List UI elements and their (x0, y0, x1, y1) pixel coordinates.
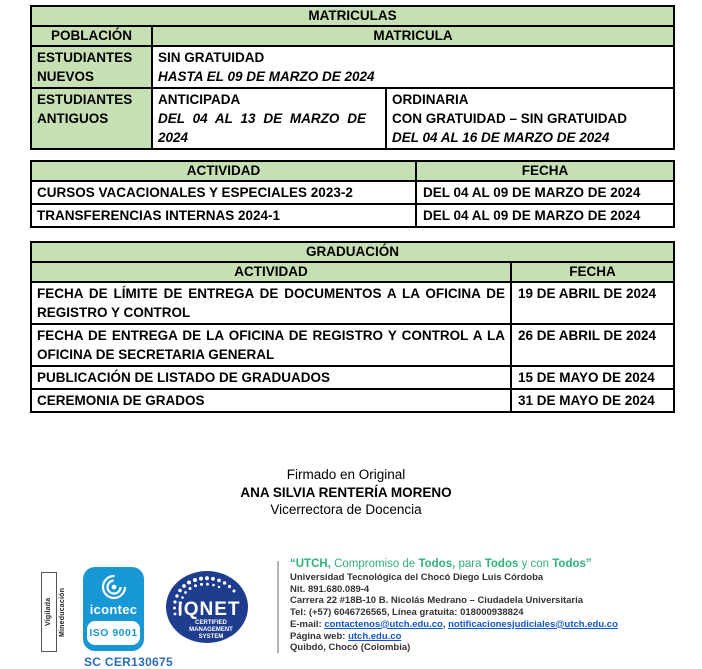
email-link-contactenos[interactable]: contactenos@utch.edu.co (324, 618, 443, 630)
slogan-part: Compromiso de (330, 558, 419, 570)
actividad-cell: CEREMONIA DE GRADOS (31, 389, 511, 412)
email-label: E-mail: (290, 618, 325, 630)
actividad-cell: CURSOS VACACIONALES Y ESPECIALES 2023-2 (31, 181, 416, 204)
vigilada-mineducacion-label: Vigilada Mineducación (41, 572, 57, 652)
iqnet-sub3: SYSTEM (198, 634, 224, 640)
phone-line: Tel: (+57) 6046726565, Línea gratuita: 018000938824 (290, 607, 524, 619)
iqnet-logo (165, 570, 249, 644)
icontec-logo (83, 567, 144, 651)
iqnet-wordmark: IQNET (177, 599, 241, 620)
col-header-fecha: FECHA (416, 161, 674, 181)
utch-contact-block (290, 557, 698, 654)
slogan-part: para (455, 558, 485, 570)
iqnet-sub1: CERTIFIED (195, 620, 227, 626)
col-header-fecha: FECHA (511, 262, 674, 282)
iqnet-sub2: MANAGEMENT (189, 627, 233, 633)
matriculas-title: MATRICULAS (31, 6, 674, 26)
icontec-spiral-icon (100, 573, 128, 601)
matricula-date: DEL 04 AL 13 DE MARZO DE 2024 (158, 111, 366, 145)
utch-slogan (290, 557, 698, 572)
actividad-cell: FECHA DE LÍMITE DE ENTREGA DE DOCUMENTOS A LA OFICINA DE REGISTRO Y CONTROL (31, 282, 511, 324)
actividad-cell: PUBLICACIÓN DE LISTADO DE GRADUADOS (31, 366, 511, 389)
col-header-actividad: ACTIVIDAD (31, 161, 416, 181)
fecha-cell: 26 DE ABRIL DE 2024 (511, 324, 674, 366)
address-line: Carrera 22 #18B-10 B. Nicolás Medrano – Ciudadela Universitaria (290, 595, 584, 607)
fecha-cell: 19 DE ABRIL DE 2024 (511, 282, 674, 324)
icontec-wordmark: icontec (89, 602, 138, 617)
cell-anticipada (152, 88, 386, 149)
matricula-type: SIN GRATUIDAD (158, 50, 265, 65)
slogan-part: “UTCH, (290, 558, 331, 570)
signer-title: Vicerrectora de Docencia (270, 502, 422, 517)
graduacion-table (30, 241, 675, 413)
signature-note: Firmado en Original (286, 467, 406, 482)
slogan-part: Todos (484, 558, 519, 570)
table-row (31, 389, 674, 412)
actividad-cell: FECHA DE ENTREGA DE LA OFICINA DE REGISTRO Y CONTROL A LA OFICINA DE SECRETARIA GENERAL (31, 324, 511, 366)
fecha-cell: 31 DE MAYO DE 2024 (511, 389, 674, 412)
table-row (31, 366, 674, 389)
email-separator: , (442, 618, 449, 630)
table-row (31, 88, 674, 149)
matricula-date: DEL 04 AL 16 DE MARZO DE 2024 (392, 130, 610, 145)
web-line (290, 631, 698, 643)
web-label: Página web: (290, 630, 349, 642)
city-line: Quibdó, Chocó (Colombia) (290, 642, 411, 654)
cell-nuevos-detail (152, 46, 674, 88)
footer-divider (277, 561, 279, 653)
table-row (31, 181, 674, 204)
email-line (290, 619, 698, 631)
slogan-part: Todos” (552, 558, 592, 570)
table-row (31, 282, 674, 324)
col-header-matricula: MATRICULA (152, 26, 674, 46)
table-row (31, 204, 674, 227)
matricula-type: ANTICIPADA (158, 92, 241, 107)
table-row (31, 324, 674, 366)
website-link[interactable]: utch.edu.co (348, 630, 402, 642)
matriculas-table (30, 5, 675, 150)
fecha-cell: DEL 04 AL 09 DE MARZO DE 2024 (416, 204, 674, 227)
row-label-estudiantes-nuevos: ESTUDIANTES NUEVOS (31, 46, 152, 88)
cell-ordinaria (386, 88, 674, 149)
col-header-poblacion: POBLACIÓN (31, 26, 152, 46)
nit-line: Nit. 891.680.089-4 (290, 583, 370, 595)
slogan-part: y con (518, 558, 553, 570)
icontec-cert-number: SC CER130675 (84, 655, 173, 669)
actividad-cell: TRANSFERENCIAS INTERNAS 2024-1 (31, 204, 416, 227)
matricula-date: HASTA EL 09 DE MARZO DE 2024 (158, 69, 375, 84)
matricula-subtype: CON GRATUIDAD – SIN GRATUIDAD (392, 111, 627, 126)
signer-name: ANA SILVIA RENTERÍA MORENO (240, 484, 452, 500)
email-link-notificaciones[interactable]: notificacionesjudiciales@utch.edu.co (448, 618, 618, 630)
signature-block (0, 466, 692, 519)
slogan-part: Todos, (418, 558, 456, 570)
fecha-cell: DEL 04 AL 09 DE MARZO DE 2024 (416, 181, 674, 204)
fecha-cell: 15 DE MAYO DE 2024 (511, 366, 674, 389)
col-header-actividad: ACTIVIDAD (31, 262, 511, 282)
graduacion-title: GRADUACIÓN (31, 242, 674, 262)
table-row (31, 46, 674, 88)
university-name: Universidad Tecnológica del Chocó Diego Luis Córdoba (290, 572, 544, 583)
matricula-type: ORDINARIA (392, 92, 469, 107)
row-label-estudiantes-antiguos: ESTUDIANTES ANTIGUOS (31, 88, 152, 149)
iso-9001-badge: ISO 9001 (87, 621, 140, 645)
actividades-table (30, 160, 675, 228)
